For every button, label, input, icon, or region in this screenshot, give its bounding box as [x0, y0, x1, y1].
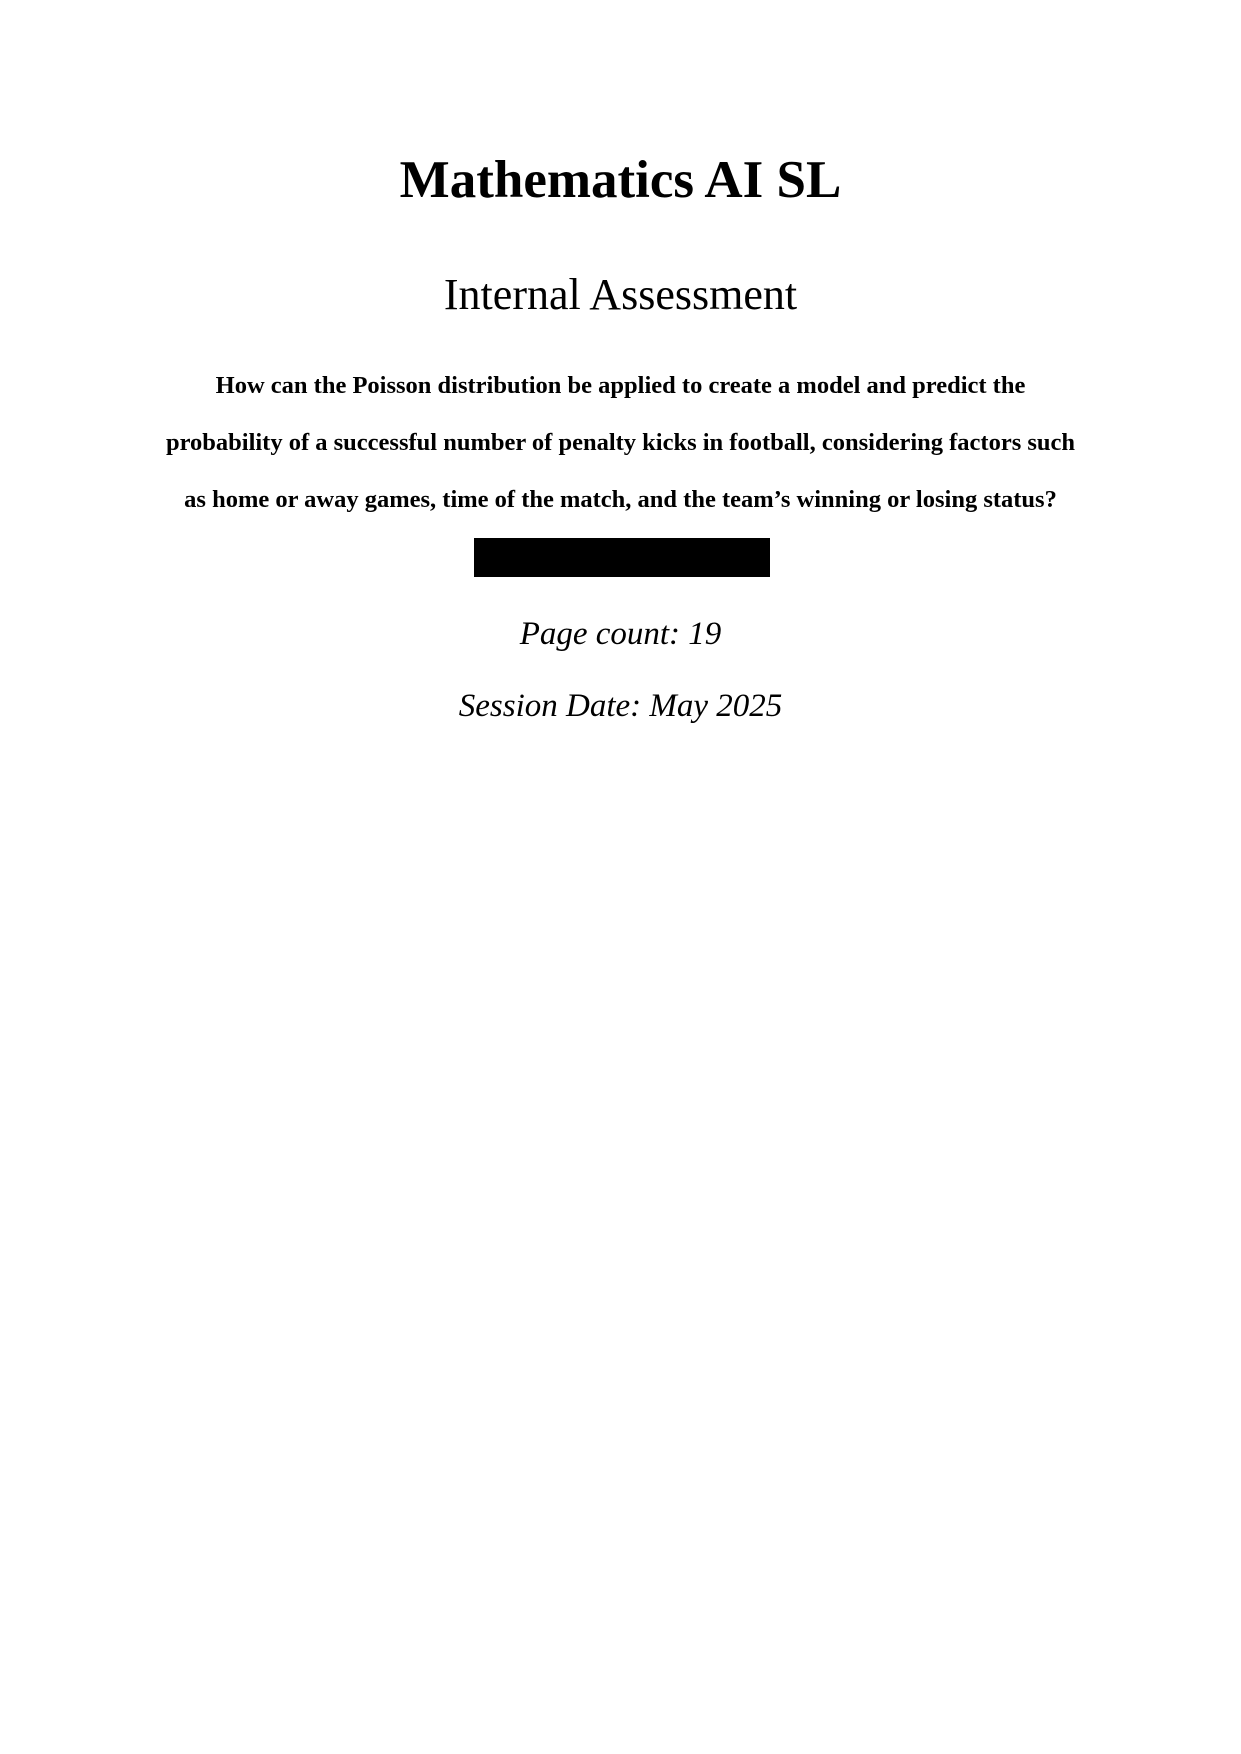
- research-question-line-1: How can the Poisson distribution be applied to create a model and predict the: [215, 372, 1026, 399]
- redaction-box: [474, 538, 770, 577]
- document-title: Mathematics AI SL: [399, 151, 842, 209]
- research-question-line-2: probability of a successful number of penalty kicks in football, considering factors such: [165, 429, 1076, 456]
- research-question-line-3: as home or away games, time of the match, and the team’s winning or losing status?: [184, 486, 1057, 513]
- document-subtitle: Internal Assessment: [443, 270, 798, 319]
- page-count: Page count: 19: [519, 616, 722, 652]
- session-date: Session Date: May 2025: [458, 688, 783, 724]
